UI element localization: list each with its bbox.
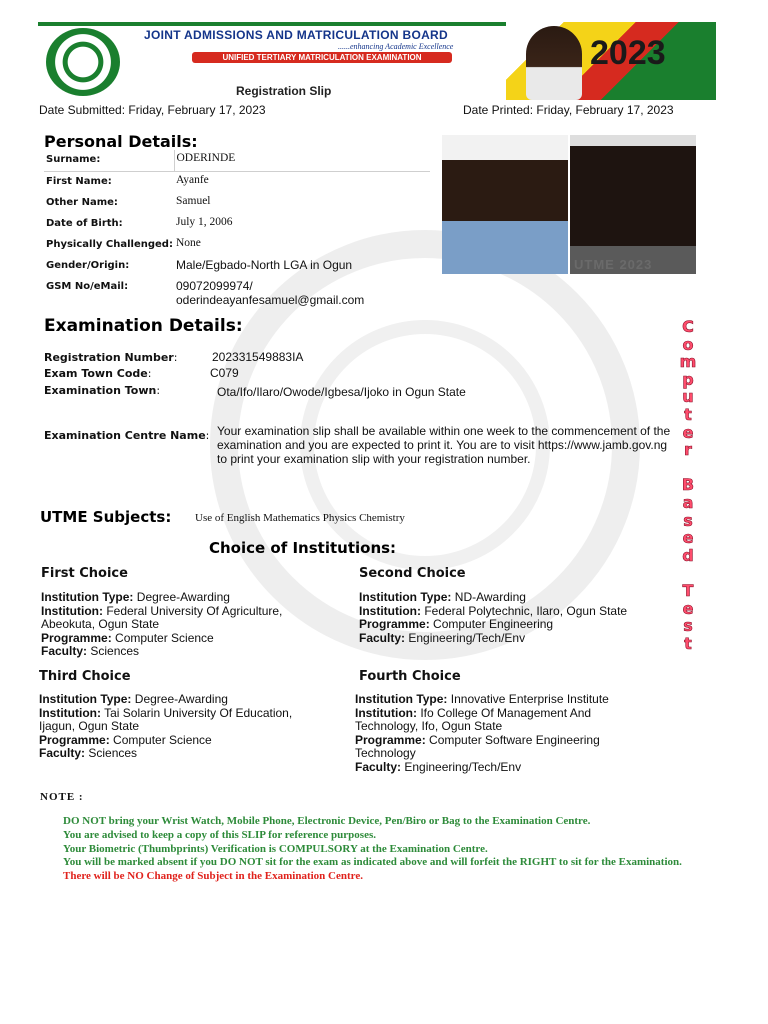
second-choice-title: Second Choice	[359, 566, 466, 581]
choice-of-institutions-heading: Choice of Institutions:	[209, 539, 397, 557]
gsm-email-value	[174, 277, 430, 312]
gender-origin-label: Gender/Origin:	[46, 260, 130, 271]
gender-origin-value: Male/Egbado-North LGA in Ogun	[176, 258, 353, 272]
side-letter: s	[683, 510, 693, 530]
table-row	[44, 193, 430, 214]
table-row	[44, 172, 430, 194]
fourth-choice-institution: Institution: Ifo College Of Management And Technology, Ifo, Ogun State	[355, 705, 592, 733]
third-choice-details	[39, 693, 329, 761]
note-line: Your Biometric (Thumbprints) Verification is COMPULSORY at the Examination Centre.	[63, 842, 488, 855]
note-list	[63, 815, 723, 884]
jamb-logo	[46, 28, 120, 96]
side-letter: s	[683, 616, 693, 636]
computer-based-test-side-text	[678, 318, 698, 652]
fourth-choice-details	[355, 693, 645, 774]
side-letter: e	[682, 528, 694, 548]
slip-title: Registration Slip	[236, 84, 332, 98]
first-choice-institution: Institution: Federal University Of Agriculture, Abeokuta, Ogun State	[41, 603, 283, 631]
other-name-value: Samuel	[176, 195, 211, 207]
second-choice-programme: Programme: Computer Engineering	[359, 617, 554, 631]
banner-year: 2023	[590, 34, 666, 72]
fourth-choice-type: Institution Type: Innovative Enterprise Institute	[355, 692, 609, 706]
table-row	[44, 277, 430, 312]
exam-name-band: UNIFIED TERTIARY MATRICULATION EXAMINATION	[192, 52, 452, 63]
date-printed: Date Printed: Friday, February 17, 2023	[463, 103, 674, 117]
exam-town-code-value: C079	[210, 366, 239, 380]
examination-details-heading: Examination Details:	[44, 316, 243, 336]
first-name-label: First Name:	[46, 176, 112, 187]
dob-label: Date of Birth:	[46, 218, 123, 229]
first-choice-programme: Programme: Computer Science	[41, 630, 214, 645]
note-line: You will be marked absent if you DO NOT sit for the exam as indicated above and will forfeit the RIGHT to sit for the Examination.	[63, 856, 682, 869]
side-letter: B	[681, 475, 695, 495]
side-letter: t	[684, 404, 692, 424]
utme-subjects-heading: UTME Subjects:	[40, 508, 172, 526]
fourth-choice-title: Fourth Choice	[359, 669, 461, 684]
note-label: NOTE :	[40, 791, 84, 803]
exam-town-code-label: Exam Town Code:	[44, 367, 152, 380]
examination-town-value: Ota/Ifo/Ilaro/Owode/Igbesa/Ijoko in Ogun State	[217, 385, 466, 399]
side-letter: e	[682, 598, 694, 618]
side-gap	[678, 459, 698, 477]
side-letter: r	[684, 440, 692, 460]
third-choice-programme: Programme: Computer Science	[39, 732, 212, 747]
photo-caption: UTME 2023	[574, 257, 653, 272]
banner-student-photo	[526, 26, 582, 100]
note-line: You are advised to keep a copy of this SLIP for reference purposes.	[63, 828, 376, 841]
second-choice-details	[359, 591, 669, 645]
third-choice-type: Institution Type: Degree-Awarding	[39, 692, 228, 706]
side-letter: d	[682, 545, 694, 565]
examination-town-label: Examination Town:	[44, 384, 161, 397]
fourth-choice-faculty: Faculty: Engineering/Tech/Env	[355, 759, 522, 774]
third-choice-institution: Institution: Tai Solarin University Of Education, Ijagun, Ogun State	[39, 705, 293, 733]
surname-value: ODERINDE	[174, 150, 430, 172]
gsm-value: 09072099974/	[176, 279, 253, 293]
table-row	[44, 150, 430, 172]
second-choice-type: Institution Type: ND-Awarding	[359, 590, 526, 604]
first-choice-details	[41, 591, 331, 659]
side-letter: o	[682, 334, 694, 354]
side-letter: T	[682, 580, 694, 600]
surname-label: Surname:	[44, 150, 174, 172]
note-warning: There will be NO Change of Subject in the Examination Centre.	[63, 870, 363, 883]
third-choice-title: Third Choice	[39, 669, 131, 684]
second-choice-institution: Institution: Federal Polytechnic, Ilaro, Ogun State	[359, 603, 628, 618]
second-choice-faculty: Faculty: Engineering/Tech/Env	[359, 630, 526, 645]
table-row	[44, 214, 430, 235]
personal-details-table	[44, 150, 430, 312]
date-submitted: Date Submitted: Friday, February 17, 2023	[39, 103, 266, 117]
first-choice-type: Institution Type: Degree-Awarding	[41, 590, 230, 604]
fourth-choice-programme: Programme: Computer Software Engineering Technology	[355, 732, 600, 760]
gsm-email-label: GSM No/eMail:	[46, 281, 129, 292]
other-name-label: Other Name:	[46, 197, 118, 208]
examination-centre-value: Your examination slip shall be available within one week to the commencement of the examination and you are expected to print it. You are to visit https://www.jamb.gov.ng to print your examination slip with your registration number.	[217, 424, 671, 466]
third-choice-faculty: Faculty: Sciences	[39, 746, 138, 760]
first-choice-title: First Choice	[41, 566, 128, 581]
side-letter: p	[682, 369, 694, 389]
table-row	[44, 235, 430, 256]
first-choice-faculty: Faculty: Sciences	[41, 644, 140, 658]
side-letter: e	[682, 422, 694, 442]
dob-value: July 1, 2006	[176, 216, 233, 228]
note-line: DO NOT bring your Wrist Watch, Mobile Phone, Electronic Device, Pen/Biro or Bag to the Examination Centre.	[63, 815, 591, 827]
email-value: oderindeayanfesamuel@gmail.com	[176, 293, 365, 307]
utme-subjects-list: Use of English Mathematics Physics Chemistry	[195, 512, 405, 524]
board-motto: ......enhancing Academic Excellence	[338, 42, 454, 51]
registration-number-value: 202331549883IA	[212, 350, 304, 364]
side-gap	[678, 564, 698, 582]
capture-photo	[570, 135, 696, 274]
challenged-label: Physically Challenged:	[46, 239, 173, 250]
header-banner	[38, 22, 716, 100]
examination-centre-label: Examination Centre Name:	[44, 429, 210, 442]
side-letter: C	[682, 317, 694, 336]
first-name-value: Ayanfe	[176, 174, 209, 186]
side-letter: u	[682, 387, 694, 407]
board-name: JOINT ADMISSIONS AND MATRICULATION BOARD	[144, 28, 448, 42]
passport-photo	[442, 135, 568, 274]
personal-details-heading: Personal Details:	[44, 132, 198, 151]
side-letter: t	[684, 633, 692, 653]
side-letter: a	[682, 492, 694, 512]
registration-number-label: Registration Number:	[44, 351, 178, 364]
table-row	[44, 256, 430, 277]
side-letter: m	[679, 352, 697, 372]
challenged-value: None	[176, 237, 201, 249]
